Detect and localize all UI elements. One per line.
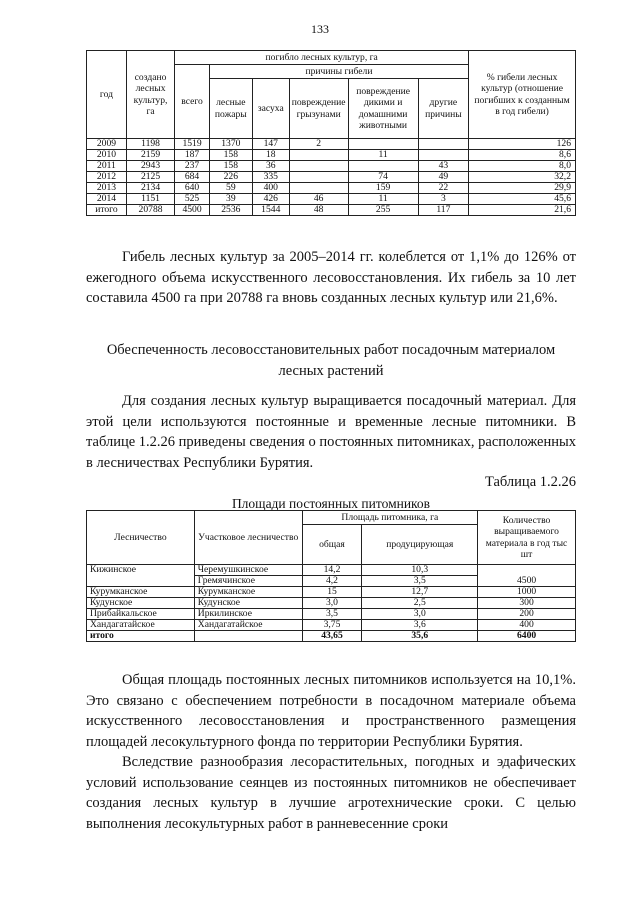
total-forestry: итого bbox=[87, 631, 195, 642]
cell-total: 14,2 bbox=[302, 565, 362, 576]
cell-animals: 11 bbox=[348, 150, 418, 161]
cell-rodents: 2 bbox=[289, 139, 348, 150]
cell-percent: 21,6 bbox=[469, 205, 576, 216]
cell-rodents: 48 bbox=[289, 205, 348, 216]
paragraph-2: Для создания лесных культур выращивается посадочный материал. Для этой цели используются постоянные и временные лесные питомники. В таблице 1.2.26 приведены сведения о постоянных питомниках, расположенных в лесничествах Республики Бурятия. bbox=[86, 393, 576, 471]
col-created: создано лесных культур, га bbox=[126, 51, 174, 139]
table-row bbox=[87, 183, 576, 194]
cell-district: Курумканское bbox=[194, 587, 302, 598]
cell-quantity: 4500 bbox=[478, 576, 576, 587]
col-quantity: Количество выращиваемого материала в год тыс шт bbox=[478, 511, 576, 565]
cell-fires: 59 bbox=[209, 183, 252, 194]
table-row bbox=[87, 620, 576, 631]
cell-created: 2134 bbox=[126, 183, 174, 194]
table-row bbox=[87, 565, 576, 576]
cell-productive: 2,5 bbox=[362, 598, 478, 609]
col-percent: % гибели лесных культур (отношение погибших к созданным в год гибели) bbox=[469, 51, 576, 139]
cell-fires: 2536 bbox=[209, 205, 252, 216]
cell-created: 20788 bbox=[126, 205, 174, 216]
cell-created: 1151 bbox=[126, 194, 174, 205]
cell-drought: 426 bbox=[252, 194, 289, 205]
col-area-total: общая bbox=[302, 525, 362, 565]
cell-rodents bbox=[289, 183, 348, 194]
cell-productive: 12,7 bbox=[362, 587, 478, 598]
cell-rodents: 46 bbox=[289, 194, 348, 205]
forest-loss-table bbox=[86, 50, 576, 216]
cell-quantity: 200 bbox=[478, 609, 576, 620]
cell-percent: 126 bbox=[469, 139, 576, 150]
total-quantity: 6400 bbox=[478, 631, 576, 642]
paragraph-3: Общая площадь постоянных лесных питомников используется на 10,1%. Это связано с обеспечением потребности в посадочном материале объема искусственного лесовосстановления и пространственного размещения площадей лесокультурного фонда по территории Республики Бурятия. bbox=[86, 672, 576, 750]
table-caption: Площади постоянных питомников bbox=[231, 496, 431, 511]
table-label: Таблица 1.2.26 bbox=[484, 474, 576, 490]
cell-total: 187 bbox=[175, 150, 210, 161]
page-number: 133 bbox=[311, 22, 329, 36]
cell-productive: 3,6 bbox=[362, 620, 478, 631]
cell-created: 2125 bbox=[126, 172, 174, 183]
cell-drought: 147 bbox=[252, 139, 289, 150]
cell-other: 43 bbox=[418, 161, 468, 172]
cell-total: 4,2 bbox=[302, 576, 362, 587]
col-animals: повреждение дикими и домашними животными bbox=[348, 79, 418, 139]
cell-district: Иркилинское bbox=[194, 609, 302, 620]
paragraph-1: Гибель лесных культур за 2005–2014 гг. колеблется от 1,1% до 126% от ежегодного объема искусственного лесовосстановления. Их гибель за 10 лет составила 4500 га при 20788 га вновь созданных лесных культур или 21,6%. bbox=[86, 249, 576, 306]
cell-drought: 18 bbox=[252, 150, 289, 161]
cell-animals: 159 bbox=[348, 183, 418, 194]
cell-district: Гремячинское bbox=[194, 576, 302, 587]
cell-created: 2159 bbox=[126, 150, 174, 161]
cell-year: 2010 bbox=[87, 150, 127, 161]
cell-percent: 32,2 bbox=[469, 172, 576, 183]
cell-forestry: Кижинское bbox=[87, 565, 195, 576]
table-row bbox=[87, 609, 576, 620]
col-fires: лесные пожары bbox=[209, 79, 252, 139]
section-heading: Обеспеченность лесовосстановительных работ посадочным материалом лесных растений bbox=[106, 342, 556, 379]
cell-year: итого bbox=[87, 205, 127, 216]
cell-productive: 3,5 bbox=[362, 576, 478, 587]
cell-total: 640 bbox=[175, 183, 210, 194]
cell-other: 22 bbox=[418, 183, 468, 194]
cell-other: 3 bbox=[418, 194, 468, 205]
table-row bbox=[87, 172, 576, 183]
cell-total: 15 bbox=[302, 587, 362, 598]
col-died-group: погибло лесных культур, га bbox=[175, 51, 469, 65]
cell-forestry bbox=[87, 576, 195, 587]
col-causes-group: причины гибели bbox=[209, 65, 468, 79]
cell-quantity: 300 bbox=[478, 598, 576, 609]
table-row bbox=[87, 139, 576, 150]
cell-year: 2011 bbox=[87, 161, 127, 172]
col-area-group: Площадь питомника, га bbox=[302, 511, 478, 525]
cell-drought: 1544 bbox=[252, 205, 289, 216]
cell-fires: 1370 bbox=[209, 139, 252, 150]
table-row bbox=[87, 576, 576, 587]
col-rodents: повреждение грызунами bbox=[289, 79, 348, 139]
table-row bbox=[87, 150, 576, 161]
col-area-productive: продуцирующая bbox=[362, 525, 478, 565]
cell-rodents bbox=[289, 161, 348, 172]
col-forestry: Лесничество bbox=[87, 511, 195, 565]
cell-animals: 74 bbox=[348, 172, 418, 183]
cell-percent: 8,0 bbox=[469, 161, 576, 172]
cell-year: 2009 bbox=[87, 139, 127, 150]
cell-rodents bbox=[289, 150, 348, 161]
cell-other bbox=[418, 139, 468, 150]
cell-year: 2013 bbox=[87, 183, 127, 194]
cell-other: 117 bbox=[418, 205, 468, 216]
total-district bbox=[194, 631, 302, 642]
cell-productive: 3,0 bbox=[362, 609, 478, 620]
total-total: 43,65 bbox=[302, 631, 362, 642]
cell-quantity: 1000 bbox=[478, 587, 576, 598]
cell-percent: 45,6 bbox=[469, 194, 576, 205]
cell-drought: 400 bbox=[252, 183, 289, 194]
cell-district: Хандагатайское bbox=[194, 620, 302, 631]
nursery-table bbox=[86, 510, 576, 642]
cell-district: Кудунское bbox=[194, 598, 302, 609]
cell-created: 1198 bbox=[126, 139, 174, 150]
cell-percent: 8,6 bbox=[469, 150, 576, 161]
col-other: другие причины bbox=[418, 79, 468, 139]
cell-total: 3,5 bbox=[302, 609, 362, 620]
table-total-row bbox=[87, 631, 576, 642]
cell-animals bbox=[348, 161, 418, 172]
cell-total: 3,0 bbox=[302, 598, 362, 609]
col-drought: засуха bbox=[252, 79, 289, 139]
cell-total: 684 bbox=[175, 172, 210, 183]
col-total: всего bbox=[175, 65, 210, 139]
table-row bbox=[87, 205, 576, 216]
cell-forestry: Прибайкальское bbox=[87, 609, 195, 620]
cell-rodents bbox=[289, 172, 348, 183]
cell-productive: 10,3 bbox=[362, 565, 478, 576]
cell-forestry: Хандагатайское bbox=[87, 620, 195, 631]
cell-total: 237 bbox=[175, 161, 210, 172]
table-row bbox=[87, 194, 576, 205]
cell-percent: 29,9 bbox=[469, 183, 576, 194]
table-row bbox=[87, 161, 576, 172]
cell-drought: 335 bbox=[252, 172, 289, 183]
paragraph-4: Вследствие разнообразия лесорастительных, погодных и эдафических условий использование сеянцев из постоянных питомников не обеспечивает создания лесных культур в лучшие агротехнические сроки. С целью выполнения лесокультурных работ в ранневесенние сроки bbox=[86, 754, 576, 832]
cell-total: 3,75 bbox=[302, 620, 362, 631]
cell-total: 525 bbox=[175, 194, 210, 205]
cell-fires: 226 bbox=[209, 172, 252, 183]
col-year: год bbox=[87, 51, 127, 139]
cell-district: Черемушкинское bbox=[194, 565, 302, 576]
table-row bbox=[87, 587, 576, 598]
cell-fires: 158 bbox=[209, 150, 252, 161]
cell-fires: 158 bbox=[209, 161, 252, 172]
col-district: Участковое лесничество bbox=[194, 511, 302, 565]
cell-year: 2012 bbox=[87, 172, 127, 183]
cell-forestry: Курумканское bbox=[87, 587, 195, 598]
cell-quantity bbox=[478, 565, 576, 576]
table-row bbox=[87, 598, 576, 609]
cell-created: 2943 bbox=[126, 161, 174, 172]
cell-total: 1519 bbox=[175, 139, 210, 150]
cell-other bbox=[418, 150, 468, 161]
total-productive: 35,6 bbox=[362, 631, 478, 642]
cell-quantity: 400 bbox=[478, 620, 576, 631]
cell-fires: 39 bbox=[209, 194, 252, 205]
cell-other: 49 bbox=[418, 172, 468, 183]
cell-forestry: Кудунское bbox=[87, 598, 195, 609]
cell-animals bbox=[348, 139, 418, 150]
cell-animals: 11 bbox=[348, 194, 418, 205]
cell-animals: 255 bbox=[348, 205, 418, 216]
cell-year: 2014 bbox=[87, 194, 127, 205]
cell-total: 4500 bbox=[175, 205, 210, 216]
cell-drought: 36 bbox=[252, 161, 289, 172]
